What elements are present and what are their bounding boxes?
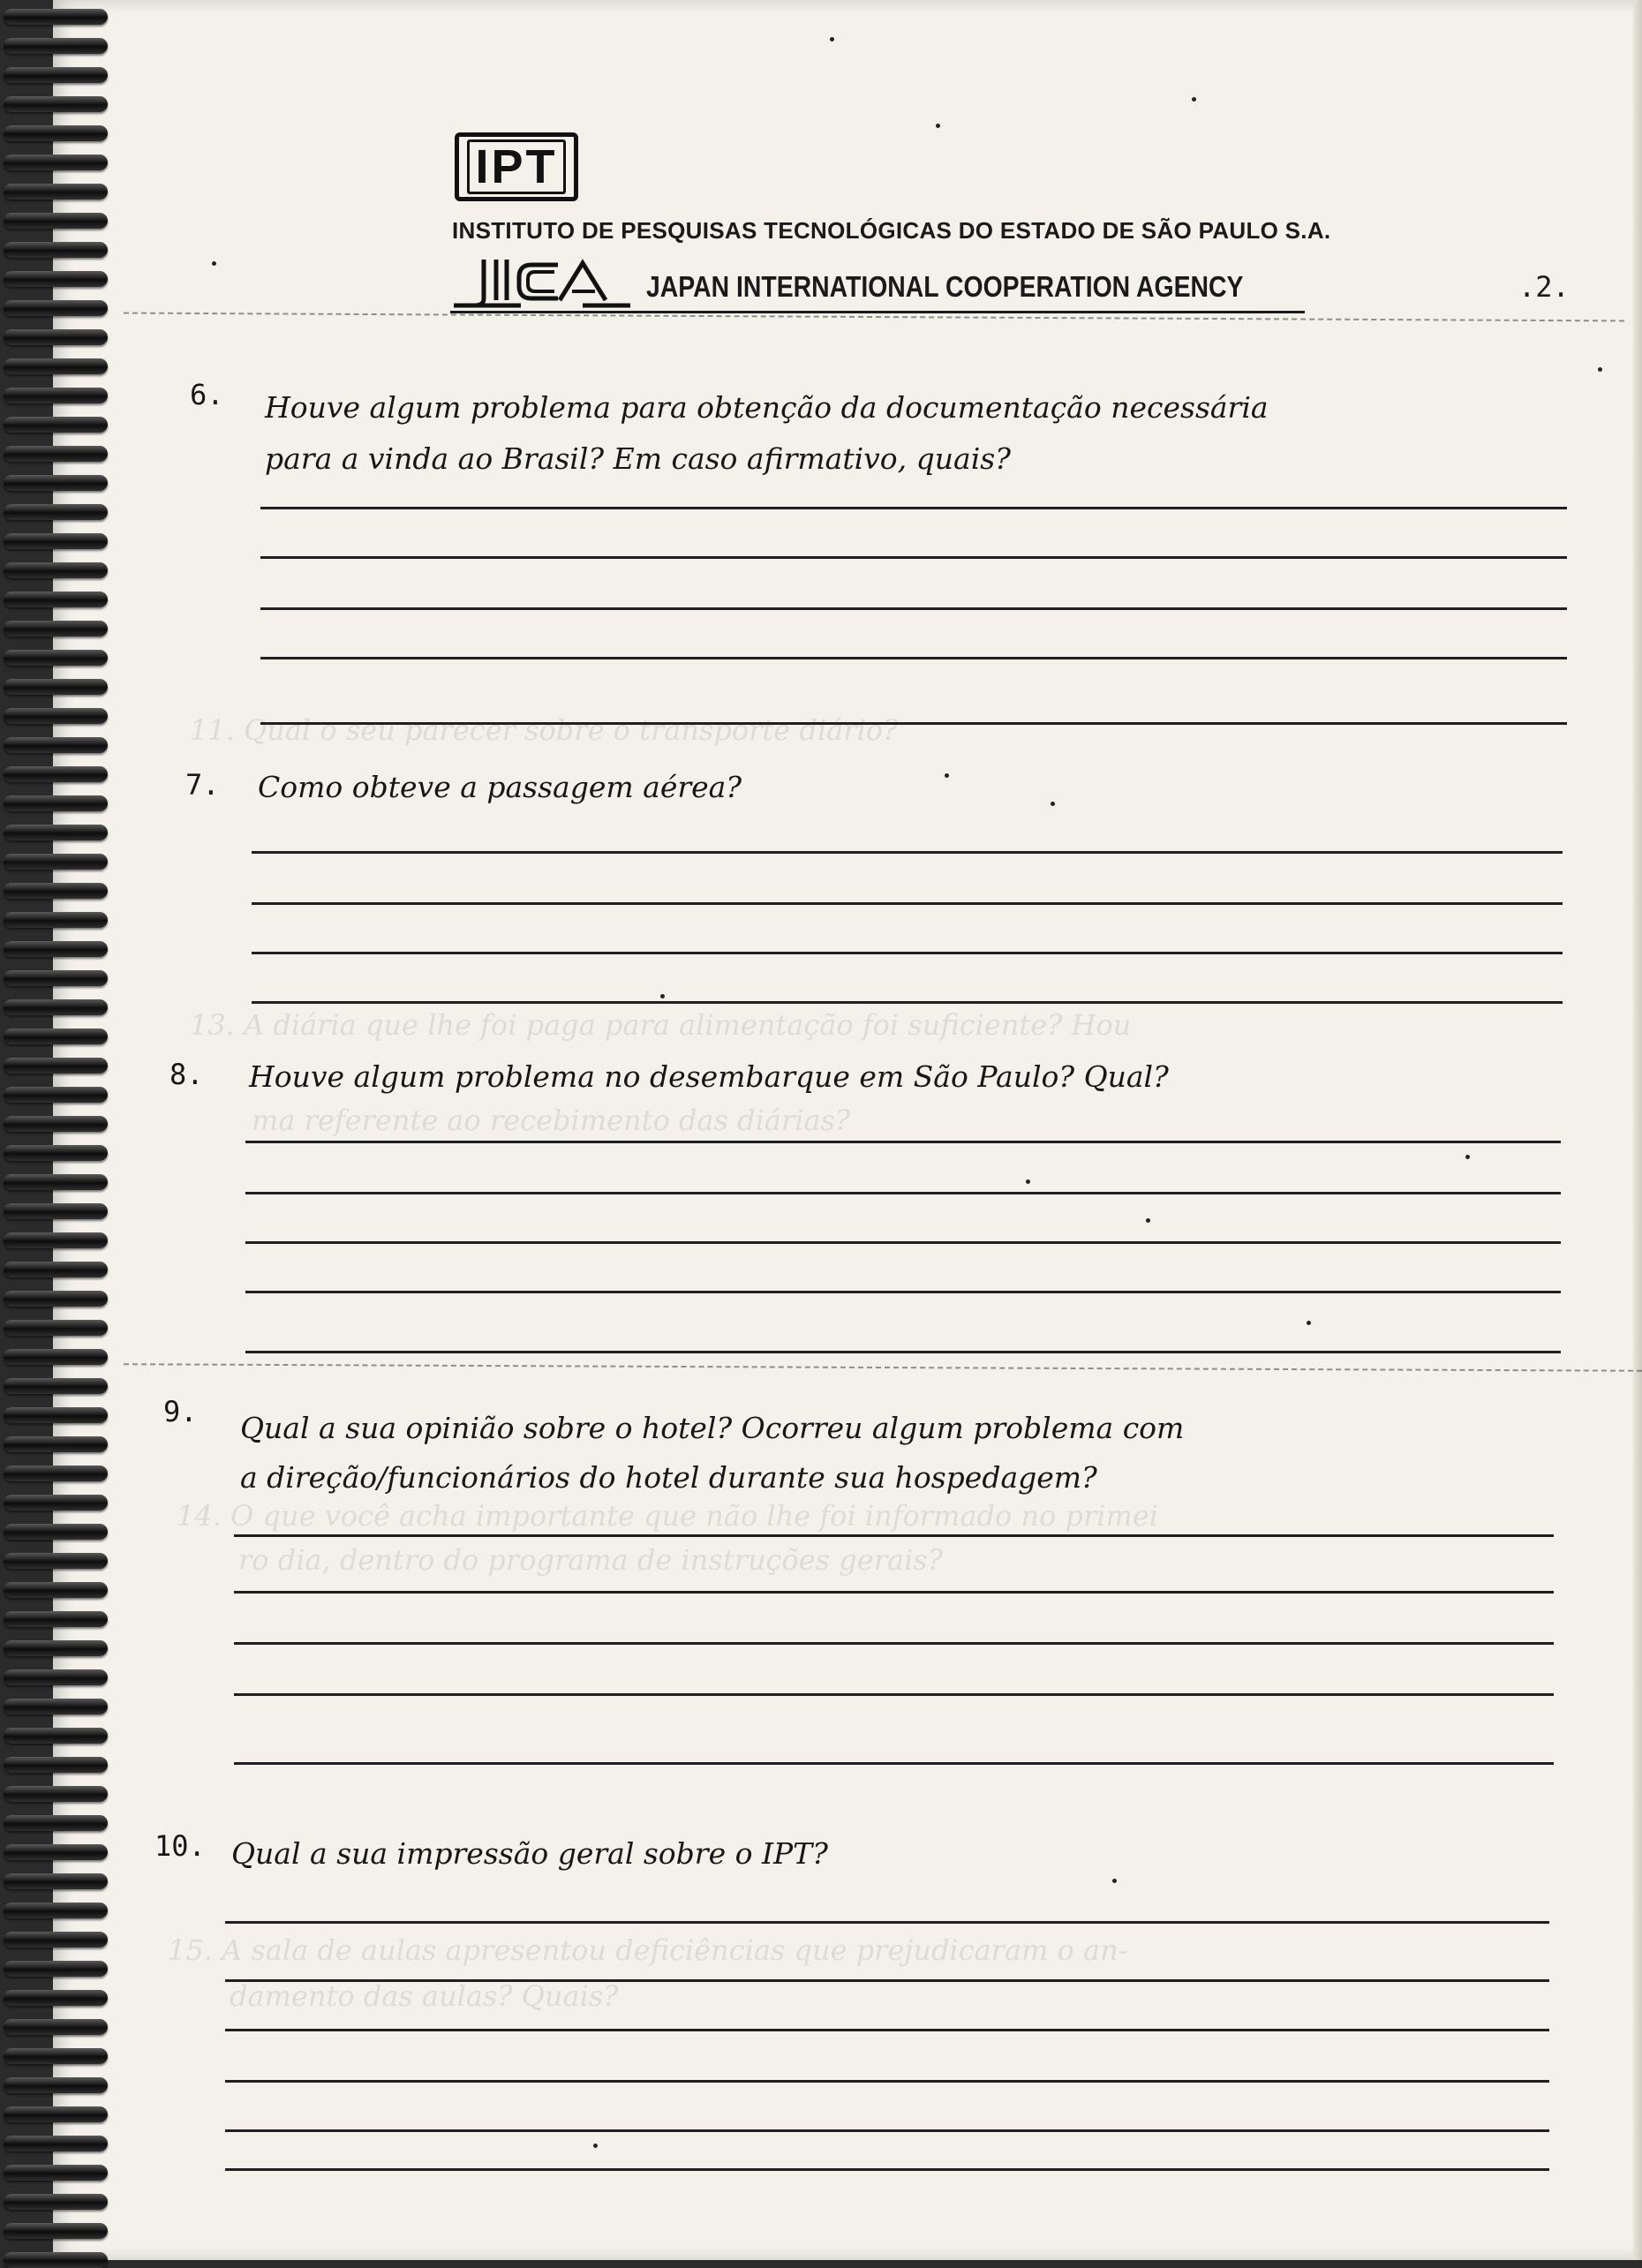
spiral-coil xyxy=(4,1174,108,1190)
scan-speck xyxy=(1051,802,1055,806)
spiral-coil xyxy=(4,2019,108,2035)
fold-line xyxy=(124,1363,1642,1372)
ipt-logo xyxy=(455,132,578,201)
spiral-coil xyxy=(4,1757,108,1773)
spiral-coil xyxy=(4,1873,108,1889)
page-number: .2. xyxy=(1518,270,1570,304)
question-text: Qual a sua opinião sobre o hotel? Ocorreu algum problema com xyxy=(240,1411,1185,1445)
spiral-coil xyxy=(4,970,108,986)
spiral-coil xyxy=(4,795,108,811)
answer-line xyxy=(260,507,1567,509)
spiral-coil xyxy=(4,1553,108,1569)
spiral-coil xyxy=(4,883,108,899)
answer-line xyxy=(245,1241,1561,1244)
spiral-coil xyxy=(4,1961,108,1977)
question-number: 8. xyxy=(169,1058,204,1091)
spiral-coil xyxy=(4,1611,108,1627)
spiral-coil xyxy=(4,1903,108,1918)
spiral-coil xyxy=(4,941,108,957)
jica-agency-name: JAPAN INTERNATIONAL COOPERATION AGENCY xyxy=(646,270,1244,303)
spiral-coil xyxy=(4,591,108,607)
answer-line xyxy=(252,902,1563,905)
spiral-coil xyxy=(4,562,108,578)
answer-line xyxy=(225,2129,1549,2132)
question-text: para a vinda ao Brasil? Em caso afirmativo, quais? xyxy=(265,441,1011,476)
spiral-coil xyxy=(4,271,108,287)
spiral-coil xyxy=(4,388,108,403)
spiral-coil xyxy=(4,358,108,374)
answer-line xyxy=(252,851,1563,854)
spiral-coil xyxy=(4,999,108,1015)
answer-line xyxy=(260,607,1567,610)
scan-speck xyxy=(1026,1179,1030,1184)
question-text: Como obteve a passagem aérea? xyxy=(258,770,742,804)
scan-speck xyxy=(1146,1218,1150,1223)
spiral-coil xyxy=(4,1116,108,1132)
spiral-coil xyxy=(4,67,108,83)
spiral-coil xyxy=(4,1699,108,1714)
question-number: 6. xyxy=(190,378,224,411)
spiral-coil xyxy=(4,1145,108,1161)
spiral-coil xyxy=(4,1262,108,1277)
spiral-coil xyxy=(4,9,108,25)
answer-line xyxy=(245,1351,1561,1353)
scan-speck xyxy=(212,261,216,266)
question-text: Qual a sua impressão geral sobre o IPT? xyxy=(231,1836,828,1871)
scan-speck xyxy=(1465,1155,1470,1159)
spiral-coil xyxy=(4,912,108,928)
answer-line xyxy=(225,2168,1549,2171)
spiral-coil xyxy=(4,1087,108,1103)
spiral-coil xyxy=(4,1232,108,1248)
spiral-coil xyxy=(4,1524,108,1540)
spiral-coil xyxy=(4,1844,108,1860)
question-text: a direção/funcionários do hotel durante sua hospedagem? xyxy=(240,1460,1097,1495)
ipt-institution-name: INSTITUTO DE PESQUISAS TECNOLÓGICAS DO ESTADO DE SÃO PAULO S.A. xyxy=(452,217,1331,244)
spiral-coil xyxy=(4,1990,108,2006)
show-through-text: 14. O que você acha importante que não lhe foi informado no primei xyxy=(177,1499,1159,1533)
question-text: Houve algum problema no desembarque em São Paulo? Qual? xyxy=(249,1059,1169,1094)
spiral-binding xyxy=(0,0,132,2260)
spiral-coil xyxy=(4,213,108,229)
spiral-coil xyxy=(4,708,108,724)
spiral-coil xyxy=(4,300,108,316)
spiral-coil xyxy=(4,766,108,782)
spiral-coil xyxy=(4,1203,108,1219)
ipt-logo-text: IPT xyxy=(467,139,565,194)
answer-line xyxy=(225,2029,1549,2031)
spiral-coil xyxy=(4,154,108,170)
scan-speck xyxy=(1307,1321,1311,1325)
spiral-coil xyxy=(4,621,108,637)
spiral-coil xyxy=(4,242,108,258)
answer-line xyxy=(234,1534,1554,1537)
show-through-text: ma referente ao recebimento das diárias? xyxy=(252,1104,851,1137)
question-number: 10. xyxy=(154,1829,206,1863)
spiral-coil xyxy=(4,2165,108,2181)
spiral-coil xyxy=(4,184,108,200)
show-through-text: damento das aulas? Quais? xyxy=(230,1979,619,2013)
spiral-coil xyxy=(4,737,108,753)
spiral-coil xyxy=(4,1378,108,1394)
answer-line xyxy=(234,1693,1554,1696)
answer-line xyxy=(260,657,1567,659)
spiral-coil xyxy=(4,475,108,491)
spiral-coil xyxy=(4,1495,108,1511)
spiral-coil xyxy=(4,504,108,520)
scan-speck xyxy=(660,994,665,998)
spiral-coil xyxy=(4,1407,108,1423)
spiral-coil xyxy=(4,1786,108,1802)
spiral-coil xyxy=(4,1349,108,1365)
scan-speck xyxy=(1598,367,1602,372)
spiral-coil xyxy=(4,1058,108,1074)
answer-line xyxy=(225,1979,1549,1982)
scan-speck xyxy=(1112,1879,1117,1883)
answer-line xyxy=(234,1642,1554,1645)
answer-line xyxy=(225,2080,1549,2083)
answer-line xyxy=(252,1001,1563,1004)
scan-speck xyxy=(830,37,834,41)
spiral-coil xyxy=(4,1669,108,1685)
answer-line xyxy=(234,1762,1554,1765)
spiral-coil xyxy=(4,1466,108,1481)
spiral-coil xyxy=(4,825,108,840)
spiral-coil xyxy=(4,1815,108,1831)
answer-line xyxy=(225,1921,1549,1924)
show-through-text: 11. Qual o seu parecer sobre o transporte diário? xyxy=(190,713,899,747)
jica-logo xyxy=(450,256,631,313)
spiral-coil xyxy=(4,2077,108,2093)
spiral-coil xyxy=(4,1436,108,1452)
spiral-coil xyxy=(4,2194,108,2210)
spiral-coil xyxy=(4,1291,108,1307)
spiral-coil xyxy=(4,2048,108,2064)
questionnaire-page xyxy=(53,0,1642,2260)
spiral-coil xyxy=(4,329,108,345)
page-edge xyxy=(1633,0,1642,2260)
question-number: 9. xyxy=(163,1395,198,1428)
scan-speck xyxy=(936,124,940,128)
answer-line xyxy=(245,1192,1561,1194)
spiral-coil xyxy=(4,679,108,695)
show-through-text: 13. A diária que lhe foi paga para alimentação foi suficiente? Hou xyxy=(190,1008,1132,1042)
spiral-coil xyxy=(4,1320,108,1336)
scan-speck xyxy=(593,2144,598,2148)
spiral-coil xyxy=(4,446,108,462)
spiral-coil xyxy=(4,854,108,870)
question-number: 7. xyxy=(185,768,220,802)
show-through-text: 15. A sala de aulas apresentou deficiências que prejudicaram o an- xyxy=(168,1933,1128,1967)
spiral-coil xyxy=(4,2136,108,2151)
scan-speck xyxy=(945,773,949,778)
spiral-coil xyxy=(4,2223,108,2239)
answer-line xyxy=(245,1141,1561,1143)
show-through-text: ro dia, dentro do programa de instruções gerais? xyxy=(238,1543,943,1577)
header-rule xyxy=(450,311,1305,313)
spiral-coil xyxy=(4,1029,108,1044)
answer-line xyxy=(245,1291,1561,1293)
spiral-coil xyxy=(4,1640,108,1656)
spiral-coil xyxy=(4,650,108,666)
scan-speck xyxy=(1192,97,1196,102)
answer-line xyxy=(260,556,1567,559)
spiral-coil xyxy=(4,96,108,112)
spiral-coil xyxy=(4,2106,108,2122)
spiral-coil xyxy=(4,1932,108,1948)
answer-line xyxy=(252,952,1563,954)
spiral-coil xyxy=(4,2252,108,2268)
spiral-coil xyxy=(4,417,108,433)
answer-line xyxy=(234,1591,1554,1594)
spiral-coil xyxy=(4,38,108,54)
spiral-coil xyxy=(4,533,108,549)
spiral-coil xyxy=(4,1582,108,1598)
letterhead xyxy=(397,132,1331,318)
question-text: Houve algum problema para obtenção da documentação necessária xyxy=(265,390,1269,425)
spiral-coil xyxy=(4,125,108,141)
spiral-coil xyxy=(4,1728,108,1744)
answer-line xyxy=(260,722,1567,725)
